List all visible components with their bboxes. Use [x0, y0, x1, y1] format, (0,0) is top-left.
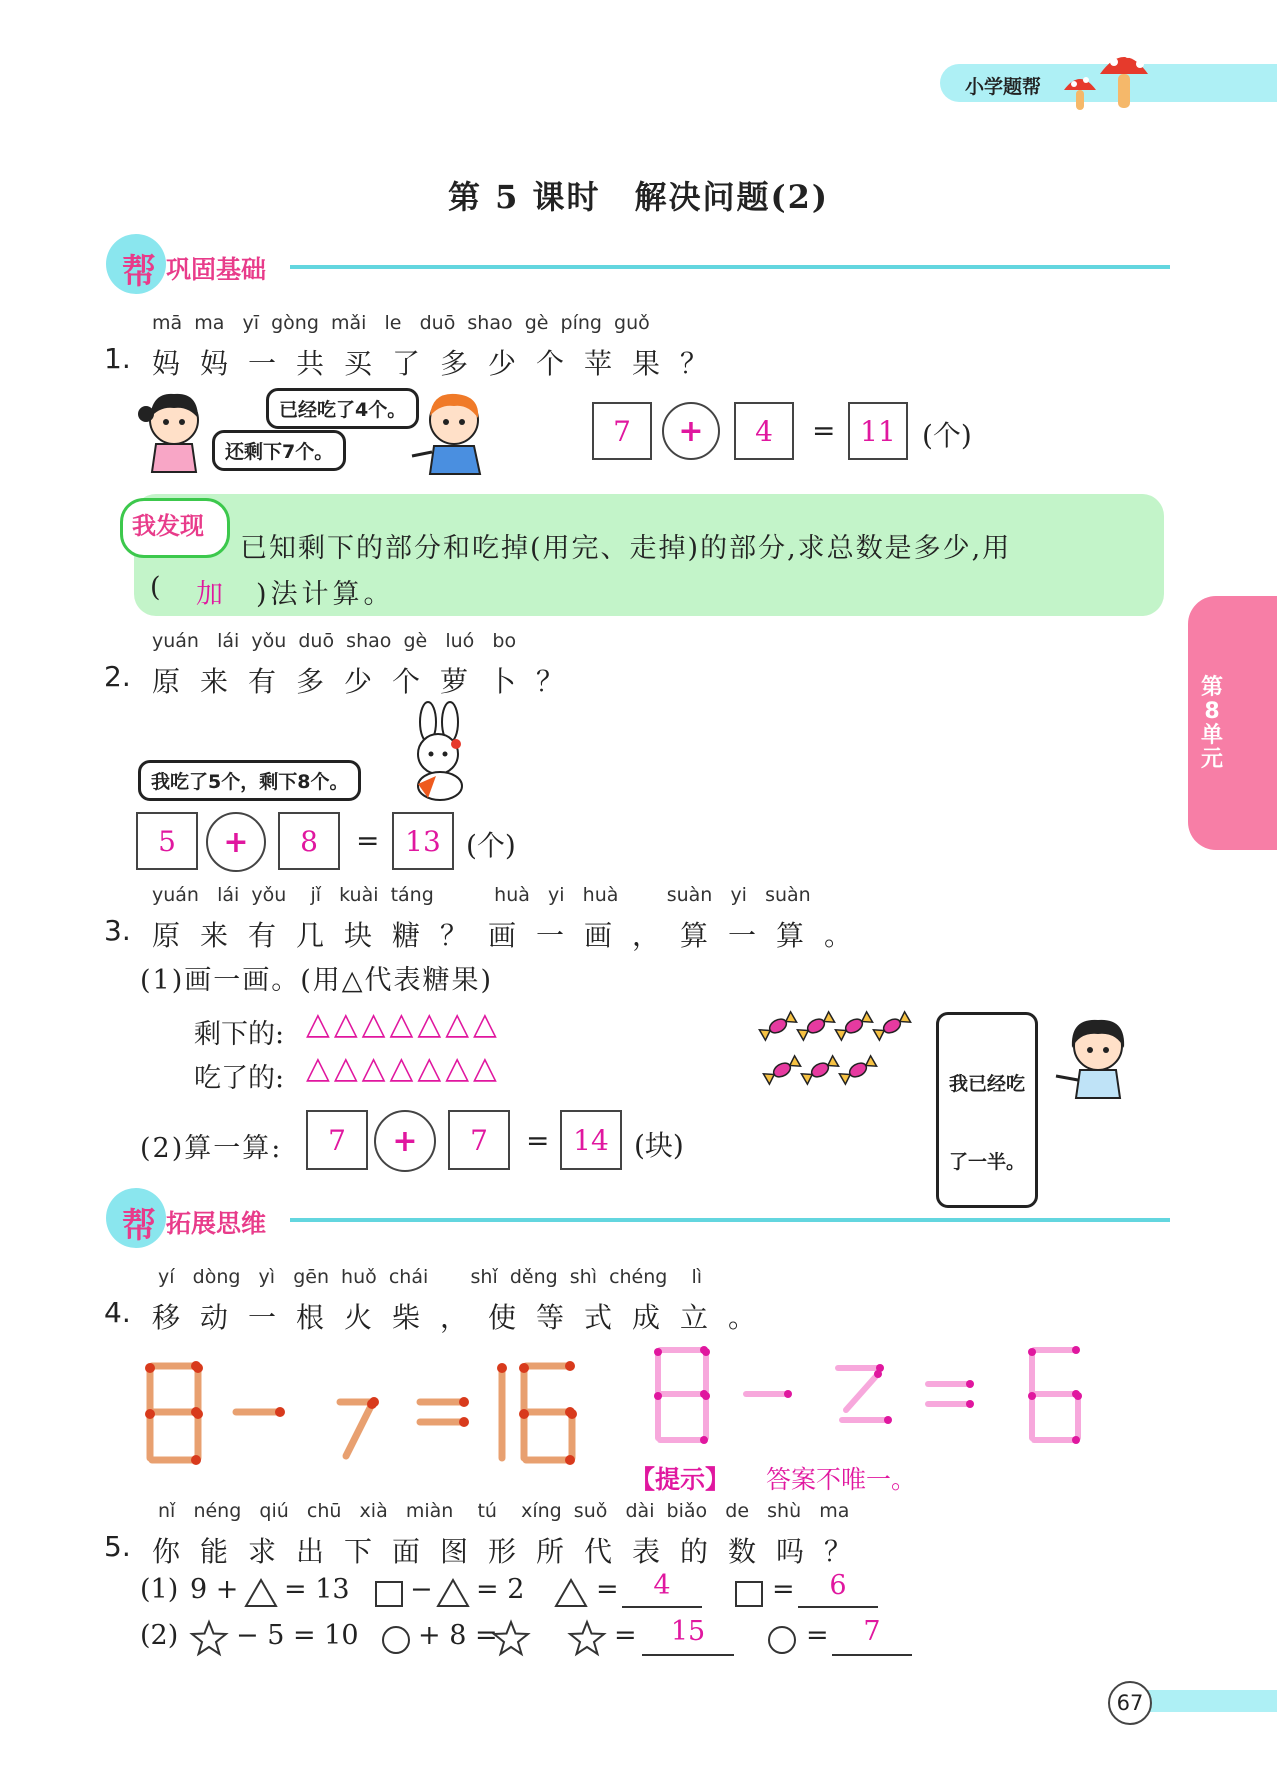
star-icon — [492, 1620, 530, 1656]
square-icon — [734, 1580, 764, 1608]
q2-operator-circle[interactable]: + — [206, 812, 266, 872]
section-basic-label: 巩固基础 — [166, 255, 267, 284]
mushroom-icon — [1060, 44, 1150, 116]
triangle-icon — [244, 1578, 278, 1608]
q4-pinyin: yí dòng yì gēn huǒ chái shǐ děng shì chéng lì — [158, 1266, 703, 1288]
q3-speech-bubble — [936, 1012, 1038, 1208]
star-icon — [568, 1620, 606, 1656]
q5-pinyin: nǐ néng qiú chū xià miàn tú xíng suǒ dài biǎo de shù ma — [158, 1500, 850, 1522]
q5-row1-eq1-right: = 13 — [284, 1574, 350, 1605]
q1-question: 妈妈一共买了多少个苹果？ — [152, 347, 729, 380]
q5-row2-circle-answer[interactable]: 7 — [832, 1616, 912, 1656]
q1-operator-circle[interactable]: + — [662, 402, 720, 460]
q5-row1-ans2-equals: = — [772, 1574, 795, 1605]
q2-number: 2. — [104, 660, 131, 693]
rabbit-icon — [400, 702, 478, 802]
q3-bubble-line-1: 我已经吃 — [949, 1073, 1026, 1095]
q5-row1-label: (1) — [140, 1574, 179, 1605]
q3-operator-circle[interactable]: + — [374, 1110, 436, 1172]
page-number-bar — [1148, 1690, 1277, 1712]
section-basic-bang: 帮 — [122, 252, 156, 292]
q4-hint-text: 答案不唯一。 — [766, 1465, 917, 1494]
q3-unit: (块) — [634, 1129, 684, 1162]
q3-eaten-triangles: △△△△△△△ — [306, 1050, 501, 1086]
q2-first-addend-box[interactable]: 5 — [136, 812, 198, 870]
discover-line-1: 已知剩下的部分和吃掉(用完、走掉)的部分,求总数是多少,用 — [240, 533, 1012, 564]
q3-result-box[interactable]: 14 — [560, 1110, 622, 1170]
section-divider — [290, 1218, 1170, 1222]
q3-equals: = — [526, 1124, 550, 1157]
q1-girl-speech-bubble: 还剩下7个。 — [212, 430, 346, 471]
matchstick-original-equation — [140, 1360, 590, 1470]
discover-line-2-close: )法计算。 — [256, 579, 395, 610]
q1-number: 1. — [104, 342, 131, 375]
q2-result-box[interactable]: 13 — [392, 812, 454, 870]
q3-eaten-label: 吃了的: — [194, 1063, 285, 1094]
q2-second-addend-box[interactable]: 8 — [278, 812, 340, 870]
section-extend-bang: 帮 — [122, 1206, 156, 1246]
q2-equals: = — [356, 824, 380, 857]
discover-badge-label: 我发现 — [132, 512, 204, 540]
q3-pinyin: yuán lái yǒu jǐ kuài táng huà yi huà suàn yi suàn — [152, 884, 811, 906]
q5-row2-eq1-right: − 5 = 10 — [236, 1620, 359, 1651]
discover-answer[interactable]: 加 — [196, 579, 227, 610]
girl-icon — [1054, 1012, 1134, 1098]
q5-row1-triangle-answer[interactable]: 4 — [622, 1570, 702, 1608]
q2-unit: (个) — [466, 829, 516, 862]
q5-row1-square-answer[interactable]: 6 — [798, 1570, 878, 1608]
section-extend-label: 拓展思维 — [166, 1209, 267, 1238]
q3-second-addend-box[interactable]: 7 — [448, 1110, 510, 1170]
q4-number: 4. — [104, 1296, 131, 1329]
circle-icon — [766, 1624, 798, 1656]
q5-row2-label: (2) — [140, 1620, 179, 1651]
candy-icon — [764, 1004, 924, 1098]
q1-equals: = — [812, 414, 836, 447]
q3-question: 原来有几块糖？画一画，算一算。 — [152, 919, 873, 952]
q5-row1-eq2-right: = 2 — [476, 1574, 525, 1605]
q5-row2-eq2-right: + 8 = — [418, 1620, 498, 1651]
q1-boy-speech-bubble: 已经吃了4个。 — [266, 388, 419, 429]
q3-bubble-line-2: 了一半。 — [949, 1151, 1026, 1173]
q5-row1-eq1-left: 9 + — [190, 1574, 239, 1605]
q4-hint-label: 【提示】 — [630, 1465, 731, 1494]
q5-row1-eq2-op: − — [410, 1574, 433, 1605]
triangle-icon — [554, 1578, 588, 1608]
q1-unit: (个) — [922, 419, 972, 452]
q2-speech-bubble: 我吃了5个，剩下8个。 — [138, 760, 361, 801]
q3-remaining-triangles: △△△△△△△ — [306, 1006, 501, 1042]
q1-result-box[interactable]: 11 — [848, 402, 908, 460]
q5-row2-star-answer[interactable]: 15 — [642, 1616, 734, 1656]
q3-sub2: (2)算一算: — [140, 1133, 283, 1164]
girl-icon — [138, 388, 210, 474]
q4-question: 移动一根火柴，使等式成立。 — [152, 1301, 777, 1334]
star-icon — [190, 1620, 228, 1656]
q5-row1-ans1-equals: = — [596, 1574, 619, 1605]
q2-pinyin: yuán lái yǒu duō shao gè luó bo — [152, 630, 517, 652]
boy-icon — [410, 390, 492, 476]
q3-first-addend-box[interactable]: 7 — [306, 1110, 368, 1170]
q5-question: 你能求出下面图形所代表的数吗？ — [152, 1535, 873, 1568]
square-icon — [374, 1580, 404, 1608]
matchstick-answer-equation — [652, 1344, 1102, 1454]
section-divider — [290, 265, 1170, 269]
unit-side-tab-label: 第8单元 — [1200, 675, 1223, 772]
q1-second-addend-box[interactable]: 4 — [734, 402, 794, 460]
q5-row2-ans1-equals: = — [614, 1620, 637, 1651]
q1-first-addend-box[interactable]: 7 — [592, 402, 652, 460]
triangle-icon — [436, 1578, 470, 1608]
discover-line-2-open: ( — [150, 572, 165, 603]
brand-name: 小学题帮 — [965, 76, 1042, 98]
q5-number: 5. — [104, 1530, 131, 1563]
q3-number: 3. — [104, 914, 131, 947]
q1-pinyin: mā ma yī gòng mǎi le duō shao gè píng guǒ — [152, 312, 650, 334]
q3-remaining-label: 剩下的: — [194, 1019, 285, 1050]
q2-question: 原来有多少个萝卜？ — [152, 665, 585, 698]
q5-row2-ans2-equals: = — [806, 1620, 829, 1651]
page-number: 67 — [1108, 1681, 1152, 1725]
q3-sub1: (1)画一画。(用△代表糖果) — [140, 965, 494, 996]
page-title: 第 5 课时 解决问题(2) — [447, 178, 830, 216]
circle-icon — [380, 1624, 412, 1656]
